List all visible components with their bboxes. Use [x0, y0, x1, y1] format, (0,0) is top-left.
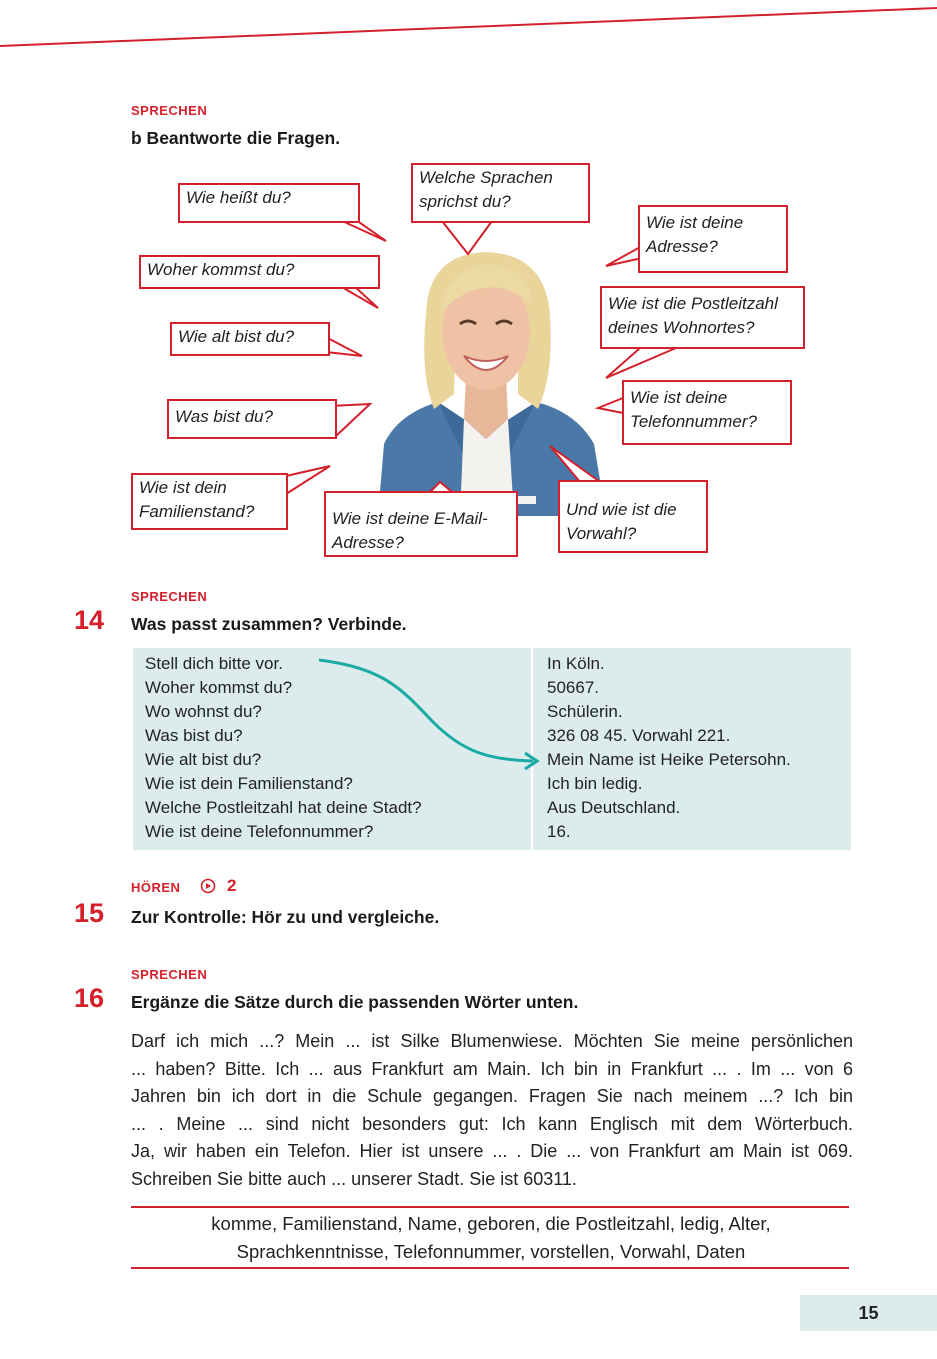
bubble-languages-question: Welche Sprachen sprichst du? — [411, 163, 590, 223]
task14-label: SPRECHEN — [131, 589, 208, 604]
question-item[interactable]: Wo wohnst du? — [145, 702, 262, 721]
cloze-paragraph — [131, 1028, 853, 1193]
task15-label: HÖREN — [131, 880, 181, 895]
word-bank-top-rule — [131, 1206, 849, 1208]
bubble-occupation-question: Was bist du? — [167, 399, 337, 439]
bubble-email-question: Wie ist deine E-Mail- Adresse? — [324, 491, 518, 557]
bubble-name-question: Wie heißt du? — [178, 183, 360, 223]
answer-item[interactable]: 50667. — [547, 678, 599, 697]
question-item[interactable]: Welche Postleitzahl hat deine Stadt? — [145, 798, 422, 817]
task16-title: Ergänze die Sätze durch die passenden Wörter unten. — [131, 992, 579, 1012]
word-bank-line: Sprachkenntnisse, Telefonnummer, vorstellen, Vorwahl, Daten — [236, 1241, 746, 1262]
answer-item[interactable]: Mein Name ist Heike Petersohn. — [547, 750, 791, 769]
section-label: SPRECHEN — [131, 103, 208, 118]
answer-item[interactable]: In Köln. — [547, 654, 605, 673]
bubble-age-question: Wie alt bist du? — [170, 322, 330, 356]
task16-number: 16 — [74, 983, 105, 1013]
question-item[interactable]: Wie alt bist du? — [145, 750, 262, 769]
task14-title: Was passt zusammen? Verbinde. — [131, 614, 407, 634]
task14-number: 14 — [74, 605, 105, 635]
paragraph-line: Schreiben Sie bitte auch ... unserer Stadt. Sie ist 60311. — [131, 1168, 577, 1189]
answer-item[interactable]: Schülerin. — [547, 702, 623, 721]
answer-item[interactable]: Ich bin ledig. — [547, 774, 643, 793]
task16-label: SPRECHEN — [131, 967, 208, 982]
top-rule — [0, 0, 937, 60]
bubble-phone-question: Wie ist deine Telefonnummer? — [622, 380, 792, 445]
word-bank — [131, 1210, 851, 1266]
section-b-title: b Beantworte die Fragen. — [131, 128, 341, 148]
connector-arrow — [133, 648, 851, 850]
task15-number: 15 — [74, 898, 105, 928]
answer-item[interactable]: 326 08 45. Vorwahl 221. — [547, 726, 731, 745]
paragraph-line: Jahren bin ich dort in die Schule gegangen. Fragen Sie nach meinem ...? Ich bin — [131, 1086, 853, 1106]
bubble-origin-question: Woher kommst du? — [139, 255, 380, 289]
paragraph-line: Darf ich mich ...? Mein ... ist Silke Blumenwiese. Möchten Sie meine persönlichen — [131, 1031, 853, 1051]
question-item[interactable]: Was bist du? — [145, 726, 243, 745]
matching-table — [133, 648, 851, 850]
word-bank-line: komme, Familienstand, Name, geboren, die Postleitzahl, ledig, Alter, — [211, 1213, 771, 1234]
question-item[interactable]: Wie ist dein Familienstand? — [145, 774, 353, 793]
answer-item[interactable]: Aus Deutschland. — [547, 798, 681, 817]
audio-icon[interactable] — [200, 878, 216, 894]
question-item[interactable]: Stell dich bitte vor. — [145, 654, 283, 673]
bubble-area-code-question: Und wie ist die Vorwahl? — [558, 480, 708, 553]
paragraph-line: ... . Meine ... sind nicht besonders gut: Ich kann Englisch mit dem Wörterbuch. — [131, 1113, 853, 1134]
paragraph-line: ... haben? Bitte. Ich ... aus Frankfurt am Main. Ich bin in Frankfurt ... . Im ... von 6 — [131, 1058, 853, 1079]
question-item[interactable]: Woher kommst du? — [145, 678, 293, 697]
answer-item[interactable]: 16. — [547, 822, 571, 841]
audio-track-number: 2 — [227, 876, 237, 895]
word-bank-bottom-rule — [131, 1267, 849, 1269]
question-item[interactable]: Wie ist deine Telefonnummer? — [145, 822, 374, 841]
paragraph-line: Ja, wir haben ein Telefon. Hier ist unsere ... . Die ... von Frankfurt am Main ist 069. — [131, 1141, 853, 1161]
page-number: 15 — [800, 1295, 937, 1331]
bubble-marital-status-question: Wie ist dein Familienstand? — [131, 473, 288, 530]
task15-title: Zur Kontrolle: Hör zu und vergleiche. — [131, 907, 440, 927]
bubble-postcode-question: Wie ist die Postleitzahl deines Wohnortes? — [600, 286, 805, 349]
bubble-address-question: Wie ist deine Adresse? — [638, 205, 788, 273]
